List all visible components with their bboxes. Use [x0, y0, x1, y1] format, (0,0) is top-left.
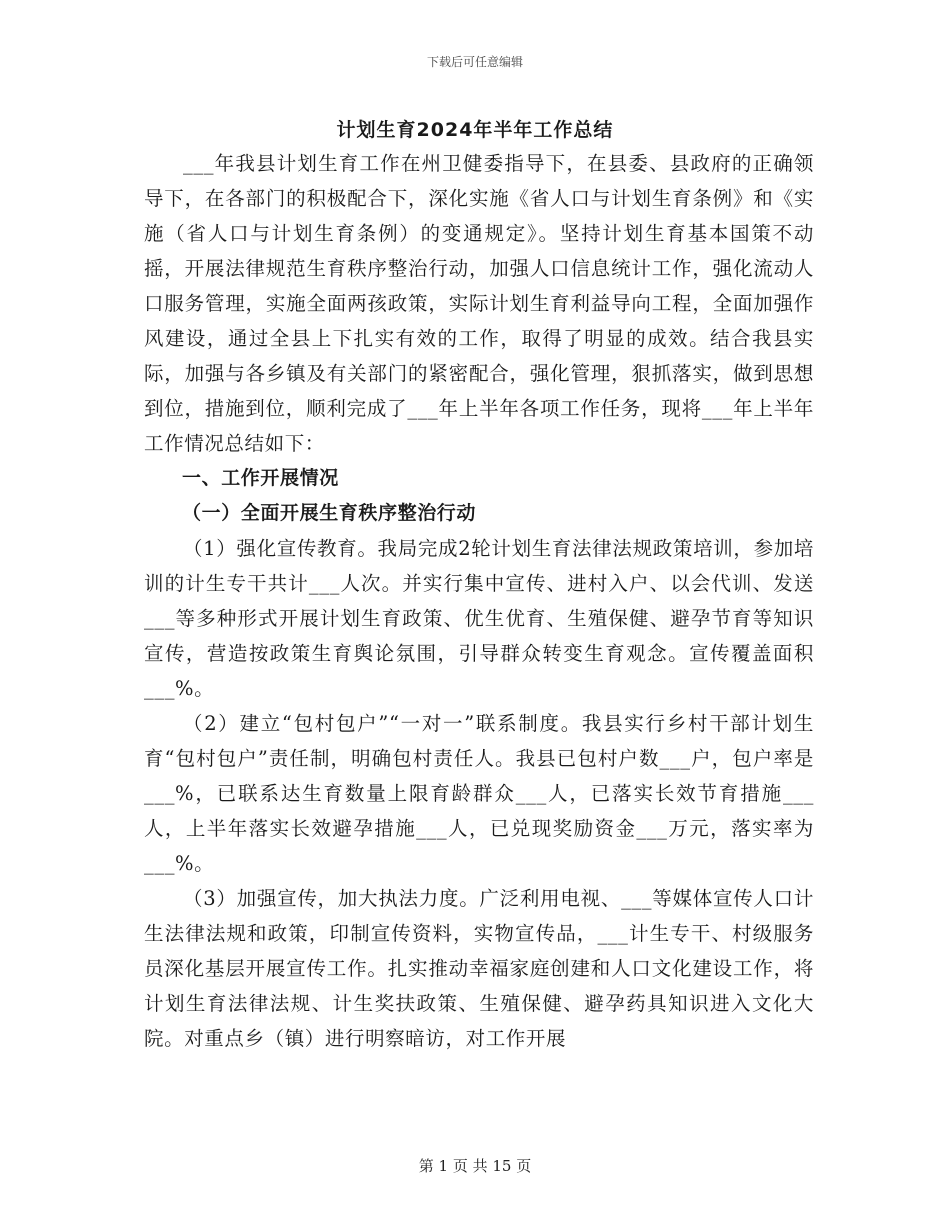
section-heading: 一、工作开展情况	[182, 467, 339, 489]
intro-paragraph: ___年我县计划生育工作在州卫健委指导下，在县委、县政府的正确领导下，在各部门的积极配合下，深化实施《省人口与计划生育条例》和《实施（省人口与计划生育条例）的变通规定》。坚持计划生育基本国策不动摇，开展法律规范生育秩序整治行动，加强人口信息统计工作，强化流动人口服务管理，实施全面两孩政策，实际计划生育利益导向工程，全面加强作风建设，通过全县上下扎实有效的工作，取得了明显的成效。结合我县实际，加强与各乡镇及有关部门的紧密配合，强化管理，狠抓落实，做到思想到位，措施到位，顺利完成了___年上半年各项工作任务，现将___年上半年工作情况总结如下：	[144, 152, 814, 455]
body-paragraph-2: （2）建立“包村包户”“一对一”联系制度。我县实行乡村干部计划生育“包村包户”责任制，明确包村责任人。我县已包村户数___户，包户率是___%，已联系达生育数量上限育龄群众___人，已落实长效节育措施___人，上半年落实长效避孕措施___人，已兑现奖励资金___万元，落实率为___%。	[144, 712, 814, 875]
document-title: 计划生育2024年半年工作总结	[336, 119, 614, 141]
page-header-note: 下载后可任意编辑	[426, 55, 523, 69]
body-paragraph-1: （1）强化宣传教育。我局完成2轮计划生育法律法规政策培训，参加培训的计生专干共计___人次。并实行集中宣传、进村入户、以会代训、发送___等多种形式开展计划生育政策、优生优育、生殖保健、避孕节育等知识宣传，营造按政策生育舆论氛围，引导群众转变生育观念。宣传覆盖面积___%。	[144, 537, 814, 700]
body-paragraph-3: （3）加强宣传，加大执法力度。广泛利用电视、___等媒体宣传人口计生法律法规和政策，印制宣传资料，实物宣传品，___计生专干、村级服务员深化基层开展宣传工作。扎实推动幸福家庭创建和人口文化建设工作，将计划生育法律法规、计生奖扶政策、生殖保健、避孕药具知识进入文化大院。对重点乡（镇）进行明察暗访，对工作开展	[144, 887, 814, 1050]
page-number: 第 1 页 共 15 页	[418, 1157, 532, 1175]
subsection-heading: （一）全面开展生育秩序整治行动	[182, 502, 477, 524]
document-body	[144, 146, 814, 1056]
